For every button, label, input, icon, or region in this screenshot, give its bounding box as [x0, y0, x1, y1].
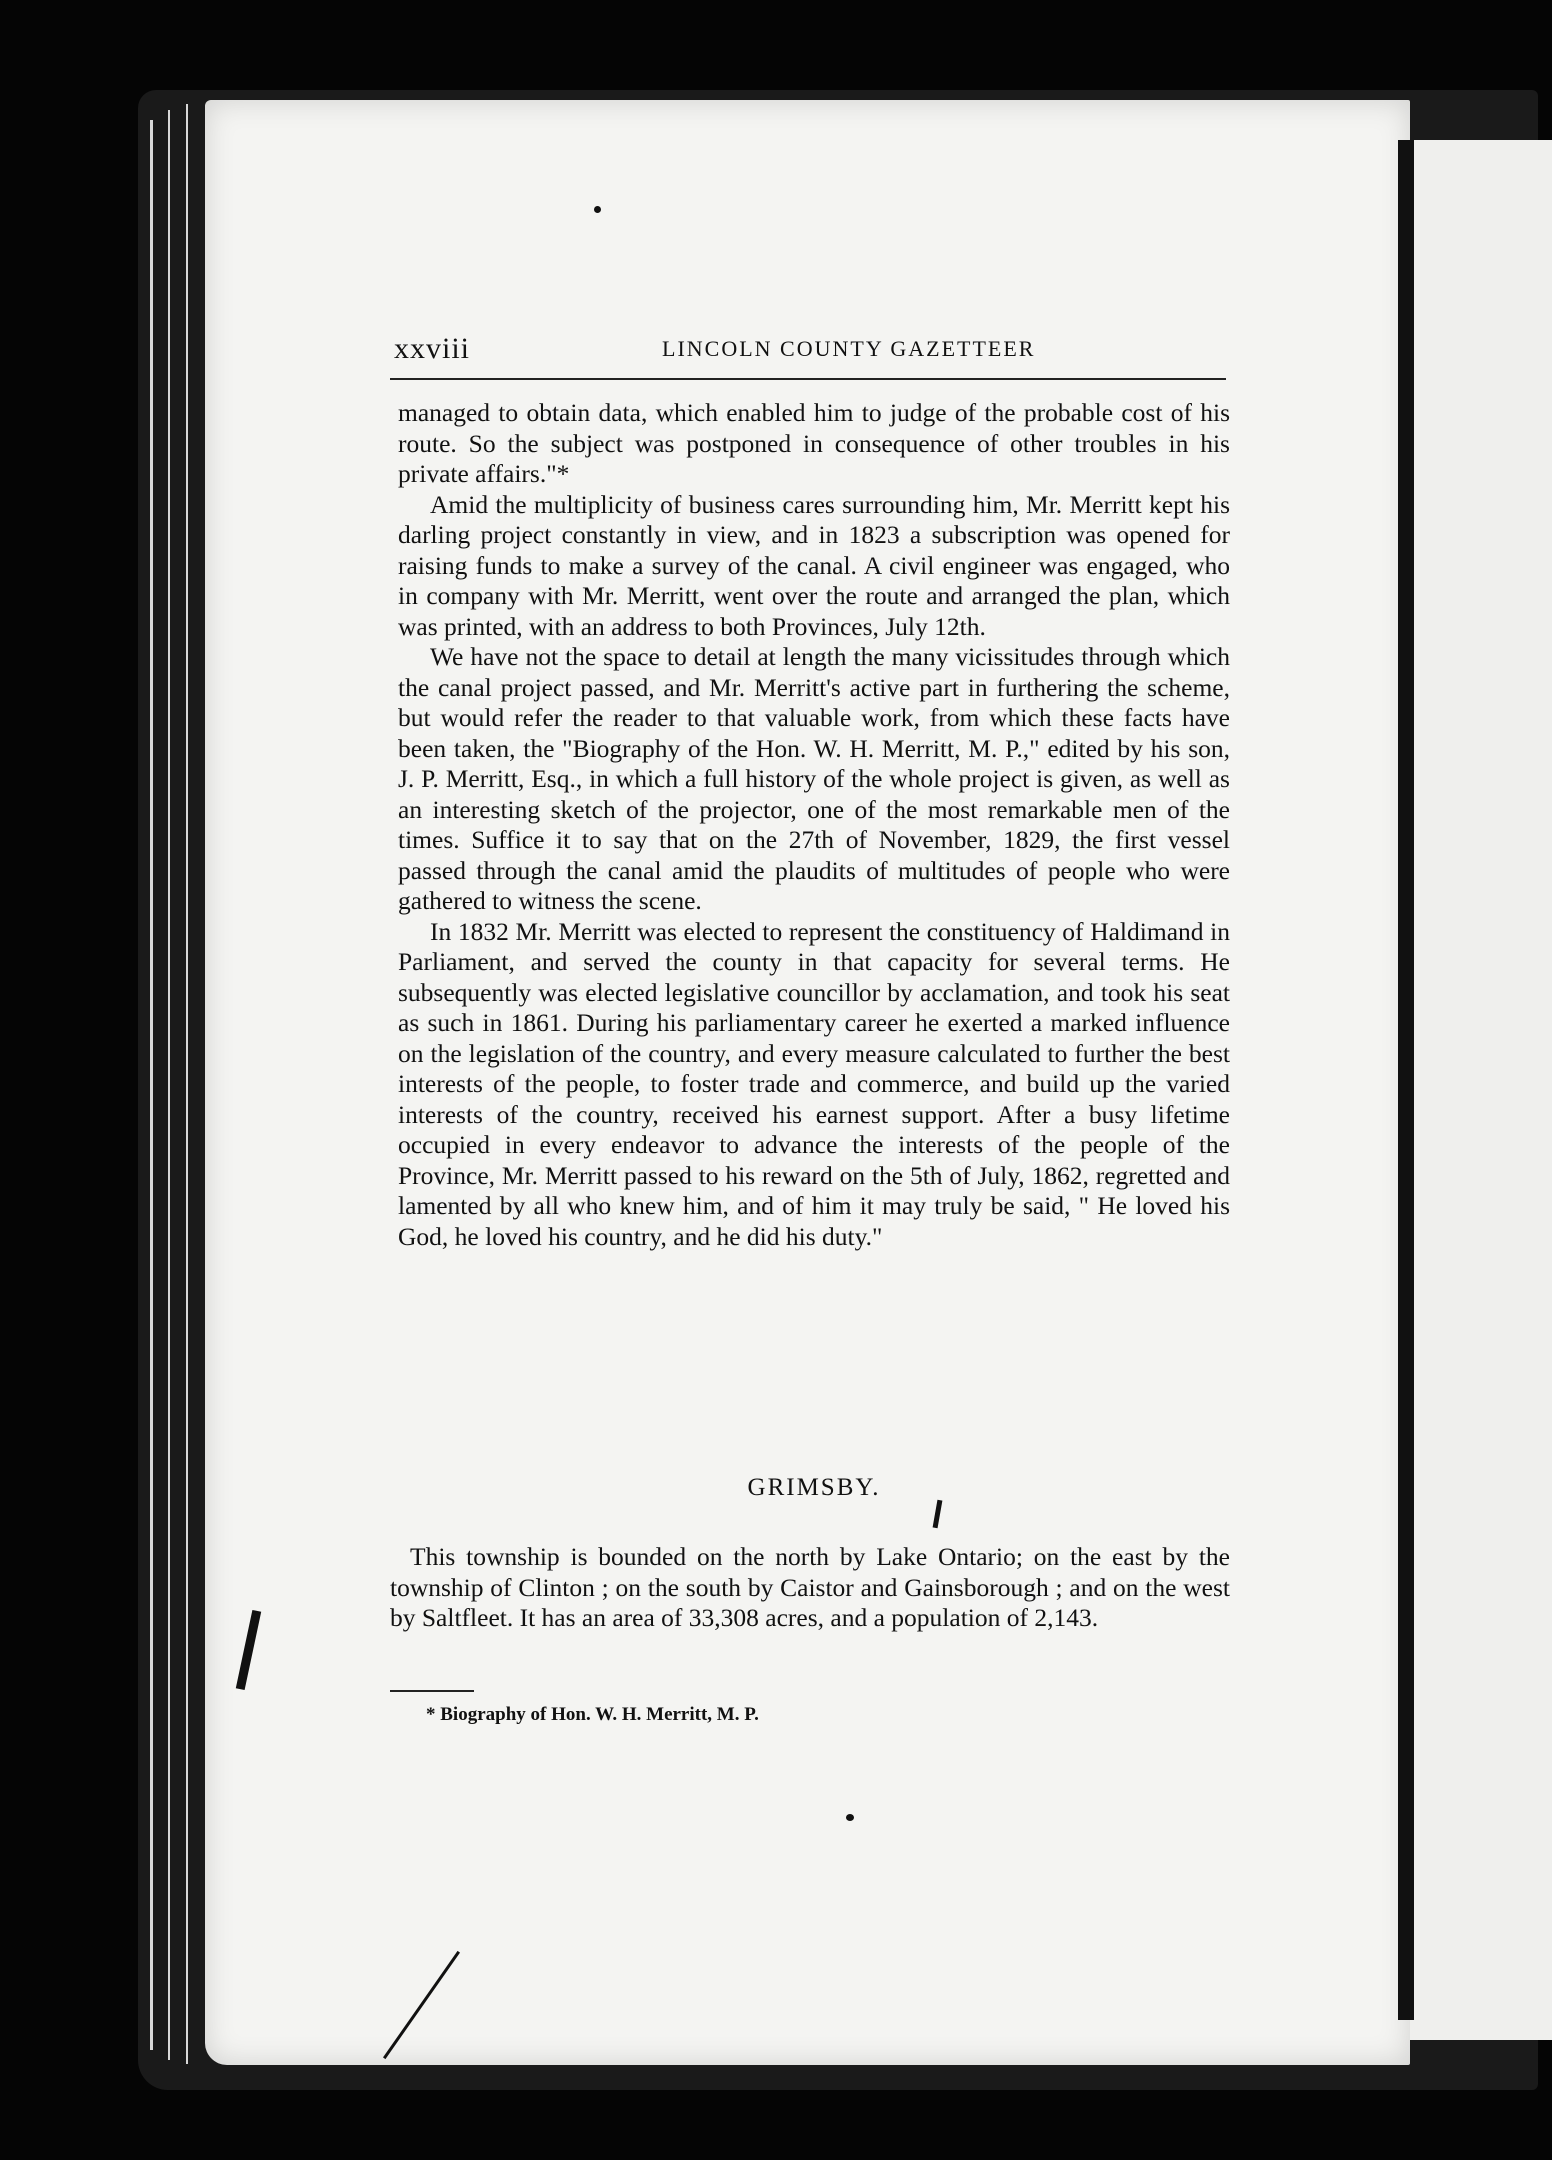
page-edge-line — [168, 110, 170, 2060]
paragraph: We have not the space to detail at length the many vicissitudes through which the canal project passed, and Mr. Merritt's active part in furthering the scheme, but would refer the reader to that valuable work, from which these facts have been taken, the "Biography of the Hon. W. H. Merritt, M. P.," edited by his son, J. P. Merritt, Esq., in which a full history of the whole project is given, as well as an interesting sketch of the projector, one of the most remarkable men of the times. Suffice it to say that on the 27th of November, 1829, the first vessel passed through the canal amid the plaudits of multitudes of people who were gathered to witness the scene. — [398, 642, 1230, 915]
footnote: * Biography of Hon. W. H. Merritt, M. P. — [426, 1704, 759, 1725]
paragraph: This township is bounded on the north by Lake Ontario; on the east by the township of Clinton ; on the south by Caistor and Gainsborough ; and on the west by Saltfleet. It has an area of 33,308 acres, and a population of 2,143. — [390, 1542, 1230, 1632]
paragraph: managed to obtain data, which enabled him to judge of the probable cost of his route. So the subject was postponed in consequence of other troubles in his private affairs."* — [398, 398, 1230, 488]
section-heading: GRIMSBY. — [747, 1474, 881, 1501]
footnote-rule — [390, 1690, 474, 1692]
page-edge-line — [186, 104, 188, 2064]
page-number: xxviii — [394, 332, 471, 365]
running-header — [394, 332, 1244, 372]
running-title: LINCOLN COUNTY GAZETTEER — [662, 336, 1036, 361]
header-rule — [390, 378, 1226, 380]
page-edge-line — [150, 120, 153, 2050]
ink-speck — [846, 1814, 854, 1821]
binding-gutter — [1398, 140, 1414, 2020]
ink-speck — [594, 206, 601, 213]
paragraph: Amid the multiplicity of business cares surrounding him, Mr. Merritt kept his darling project constantly in view, and in 1823 a subscription was opened for raising funds to make a survey of the canal. A civil engineer was engaged, who in company with Mr. Merritt, went over the route and arranged the plan, which was printed, with an address to both Provinces, July 12th. — [398, 489, 1230, 641]
facing-page — [1410, 140, 1552, 2040]
body-text — [398, 398, 1230, 1252]
section-text — [390, 1542, 1230, 1634]
paragraph: In 1832 Mr. Merritt was elected to represent the constituency of Haldimand in Parliament, and served the county in that capacity for several terms. He subsequently was elected legislative councillor by acclamation, and took his seat as such in 1861. During his parliamentary career he exerted a marked influence on the legislation of the country, and every measure calculated to further the best interests of the people, to foster trade and commerce, and build up the varied interests of the country, received his earnest support. After a busy lifetime occupied in every endeavor to advance the interests of the people of the Province, Mr. Merritt passed to his reward on the 5th of July, 1862, regretted and lamented by all who knew him, and of him it may truly be said, " He loved his God, he loved his country, and he did his duty." — [398, 916, 1230, 1251]
